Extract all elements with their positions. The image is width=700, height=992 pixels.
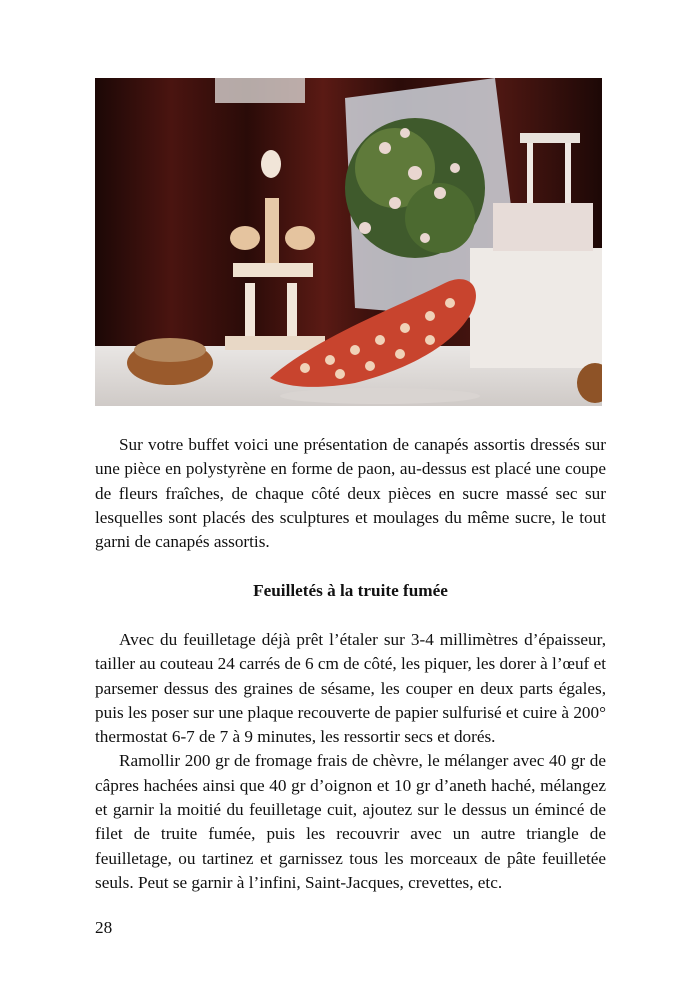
- intro-paragraph: [95, 433, 606, 554]
- recipe-paragraph-2: Ramollir 200 gr de fromage frais de chèvre, le mélanger avec 40 gr de câpres hachées ainsi que 40 gr d’oignon et 10 gr d’aneth haché, mélangez et garnir la moitié du feuilletage cuit, ajoutez sur le dessus un émincé de filet de truite fumée, puis les recouvrir avec un autre triangle de feuilletage, ou tartinez et garnissez tous les morceaux de pâte feuilletée seuls. Peut se garnir à l’infini, Saint-Jacques, crevettes, etc.: [95, 751, 606, 892]
- page-number: 28: [95, 918, 113, 937]
- recipe-title: Feuilletés à la truite fumée: [253, 581, 448, 600]
- recipe-body: [95, 628, 606, 895]
- recipe-paragraph-1: Avec du feuilletage déjà prêt l’étaler sur 3-4 millimètres d’épaisseur, tailler au couteau 24 carrés de 6 cm de côté, les piquer, les dorer à l’œuf et parsemer dessus des graines de sésame, les couper en deux parts égales, puis les poser sur une plaque recouverte de papier sulfurisé et cuire à 200° thermostat 6-7 de 7 à 9 minutes, les ressortir secs et dorés.: [95, 630, 606, 747]
- buffet-photo-illustration: [95, 78, 602, 406]
- intro-text: Sur votre buffet voici une présentation de canapés assortis dressés sur une pièce en polystyrène en forme de paon, au-dessus est placé une coupe de fleurs fraîches, de chaque côté deux pièces en sucre massé sec sur lesquelles sont placés des sculptures et moulages du même sucre, le tout garni de canapés assortis.: [95, 435, 606, 552]
- buffet-photo: [95, 78, 602, 406]
